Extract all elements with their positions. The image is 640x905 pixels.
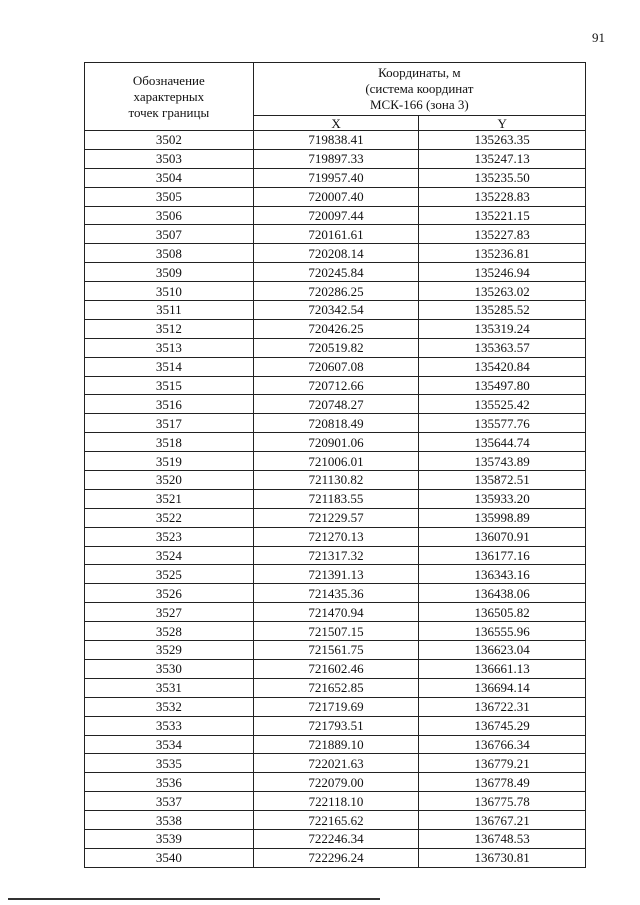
y-coordinate-cell: 135998.89 <box>419 508 586 527</box>
point-cell: 3525 <box>85 565 254 584</box>
table-row <box>85 678 586 697</box>
point-cell: 3514 <box>85 357 254 376</box>
point-cell: 3539 <box>85 829 254 848</box>
table-row <box>85 829 586 848</box>
x-coordinate-cell: 720007.40 <box>253 187 419 206</box>
point-cell: 3506 <box>85 206 254 225</box>
point-cell: 3511 <box>85 301 254 320</box>
point-cell: 3536 <box>85 773 254 792</box>
x-coordinate-cell: 721270.13 <box>253 527 419 546</box>
table-row <box>85 395 586 414</box>
x-coordinate-cell: 722079.00 <box>253 773 419 792</box>
point-cell: 3515 <box>85 376 254 395</box>
point-cell: 3522 <box>85 508 254 527</box>
x-coordinate-cell: 721470.94 <box>253 603 419 622</box>
y-coordinate-cell: 135227.83 <box>419 225 586 244</box>
x-coordinate-cell: 721006.01 <box>253 452 419 471</box>
y-coordinate-cell: 136766.34 <box>419 735 586 754</box>
point-cell: 3531 <box>85 678 254 697</box>
point-cell: 3517 <box>85 414 254 433</box>
x-coordinate-cell: 722021.63 <box>253 754 419 773</box>
point-cell: 3538 <box>85 811 254 830</box>
y-coordinate-cell: 135933.20 <box>419 489 586 508</box>
table-row <box>85 187 586 206</box>
table-row <box>85 622 586 641</box>
table-row <box>85 508 586 527</box>
point-cell: 3509 <box>85 263 254 282</box>
x-coordinate-cell: 720097.44 <box>253 206 419 225</box>
point-cell: 3516 <box>85 395 254 414</box>
table-row <box>85 773 586 792</box>
x-coordinate-cell: 720286.25 <box>253 282 419 301</box>
x-coordinate-cell: 721652.85 <box>253 678 419 697</box>
x-coordinate-cell: 721183.55 <box>253 489 419 508</box>
header-x: X <box>253 116 419 131</box>
y-coordinate-cell: 135228.83 <box>419 187 586 206</box>
y-coordinate-cell: 135246.94 <box>419 263 586 282</box>
y-coordinate-cell: 135577.76 <box>419 414 586 433</box>
y-coordinate-cell: 136623.04 <box>419 641 586 660</box>
x-coordinate-cell: 721229.57 <box>253 508 419 527</box>
point-cell: 3537 <box>85 792 254 811</box>
y-coordinate-cell: 135221.15 <box>419 206 586 225</box>
x-coordinate-cell: 721317.32 <box>253 546 419 565</box>
table-row <box>85 584 586 603</box>
y-coordinate-cell: 135285.52 <box>419 301 586 320</box>
table-row <box>85 716 586 735</box>
table-row <box>85 452 586 471</box>
x-coordinate-cell: 722246.34 <box>253 829 419 848</box>
y-coordinate-cell: 136661.13 <box>419 659 586 678</box>
x-coordinate-cell: 721507.15 <box>253 622 419 641</box>
y-coordinate-cell: 135263.35 <box>419 131 586 150</box>
x-coordinate-cell: 720748.27 <box>253 395 419 414</box>
x-coordinate-cell: 720607.08 <box>253 357 419 376</box>
y-coordinate-cell: 135363.57 <box>419 338 586 357</box>
table-row <box>85 754 586 773</box>
y-coordinate-cell: 136694.14 <box>419 678 586 697</box>
y-coordinate-cell: 136070.91 <box>419 527 586 546</box>
x-coordinate-cell: 721602.46 <box>253 659 419 678</box>
table-row <box>85 319 586 338</box>
x-coordinate-cell: 721391.13 <box>253 565 419 584</box>
table-row <box>85 131 586 150</box>
table-row <box>85 527 586 546</box>
point-cell: 3512 <box>85 319 254 338</box>
table-body <box>85 131 586 868</box>
point-cell: 3523 <box>85 527 254 546</box>
point-cell: 3540 <box>85 848 254 867</box>
point-cell: 3528 <box>85 622 254 641</box>
x-coordinate-cell: 720342.54 <box>253 301 419 320</box>
y-coordinate-cell: 136779.21 <box>419 754 586 773</box>
x-coordinate-cell: 720426.25 <box>253 319 419 338</box>
x-coordinate-cell: 721130.82 <box>253 471 419 490</box>
point-cell: 3510 <box>85 282 254 301</box>
table-row <box>85 376 586 395</box>
header-y: Y <box>419 116 586 131</box>
y-coordinate-cell: 135497.80 <box>419 376 586 395</box>
point-cell: 3513 <box>85 338 254 357</box>
x-coordinate-cell: 721561.75 <box>253 641 419 660</box>
x-coordinate-cell: 720901.06 <box>253 433 419 452</box>
point-cell: 3526 <box>85 584 254 603</box>
point-cell: 3520 <box>85 471 254 490</box>
y-coordinate-cell: 136555.96 <box>419 622 586 641</box>
y-coordinate-cell: 135420.84 <box>419 357 586 376</box>
x-coordinate-cell: 722296.24 <box>253 848 419 867</box>
x-coordinate-cell: 722118.10 <box>253 792 419 811</box>
y-coordinate-cell: 136767.21 <box>419 811 586 830</box>
table-row <box>85 168 586 187</box>
y-coordinate-cell: 136730.81 <box>419 848 586 867</box>
y-coordinate-cell: 135872.51 <box>419 471 586 490</box>
x-coordinate-cell: 720245.84 <box>253 263 419 282</box>
x-coordinate-cell: 721793.51 <box>253 716 419 735</box>
y-coordinate-cell: 136775.78 <box>419 792 586 811</box>
table-row <box>85 357 586 376</box>
y-coordinate-cell: 136778.49 <box>419 773 586 792</box>
page-number: 91 <box>592 30 605 45</box>
point-cell: 3529 <box>85 641 254 660</box>
table-row <box>85 244 586 263</box>
footer-rule <box>8 898 380 900</box>
table-row <box>85 225 586 244</box>
y-coordinate-cell: 135644.74 <box>419 433 586 452</box>
y-coordinate-cell: 135247.13 <box>419 149 586 168</box>
x-coordinate-cell: 722165.62 <box>253 811 419 830</box>
x-coordinate-cell: 720208.14 <box>253 244 419 263</box>
table-row <box>85 301 586 320</box>
point-cell: 3530 <box>85 659 254 678</box>
point-cell: 3505 <box>85 187 254 206</box>
table-row <box>85 697 586 716</box>
table-row <box>85 641 586 660</box>
table-row <box>85 659 586 678</box>
table-row <box>85 848 586 867</box>
table-row <box>85 489 586 508</box>
point-cell: 3502 <box>85 131 254 150</box>
x-coordinate-cell: 720161.61 <box>253 225 419 244</box>
point-cell: 3518 <box>85 433 254 452</box>
point-cell: 3503 <box>85 149 254 168</box>
y-coordinate-cell: 136343.16 <box>419 565 586 584</box>
table-row <box>85 433 586 452</box>
table-row <box>85 414 586 433</box>
coordinates-table <box>84 62 586 868</box>
table-row <box>85 546 586 565</box>
x-coordinate-cell: 719957.40 <box>253 168 419 187</box>
y-coordinate-cell: 136748.53 <box>419 829 586 848</box>
table-row <box>85 338 586 357</box>
y-coordinate-cell: 135743.89 <box>419 452 586 471</box>
table-row <box>85 735 586 754</box>
point-cell: 3521 <box>85 489 254 508</box>
point-cell: 3534 <box>85 735 254 754</box>
x-coordinate-cell: 719897.33 <box>253 149 419 168</box>
header-coordinates: Координаты, м (система координат МСК-166 (зона 3) <box>253 63 585 116</box>
y-coordinate-cell: 136177.16 <box>419 546 586 565</box>
point-cell: 3527 <box>85 603 254 622</box>
y-coordinate-cell: 135319.24 <box>419 319 586 338</box>
point-cell: 3532 <box>85 697 254 716</box>
y-coordinate-cell: 135263.02 <box>419 282 586 301</box>
x-coordinate-cell: 720519.82 <box>253 338 419 357</box>
x-coordinate-cell: 721889.10 <box>253 735 419 754</box>
y-coordinate-cell: 135236.81 <box>419 244 586 263</box>
point-cell: 3507 <box>85 225 254 244</box>
point-cell: 3508 <box>85 244 254 263</box>
y-coordinate-cell: 135525.42 <box>419 395 586 414</box>
x-coordinate-cell: 719838.41 <box>253 131 419 150</box>
table-row <box>85 603 586 622</box>
point-cell: 3533 <box>85 716 254 735</box>
y-coordinate-cell: 136745.29 <box>419 716 586 735</box>
point-cell: 3504 <box>85 168 254 187</box>
point-cell: 3535 <box>85 754 254 773</box>
header-point-designation: Обозначение характерных точек границы <box>85 63 254 131</box>
y-coordinate-cell: 136722.31 <box>419 697 586 716</box>
y-coordinate-cell: 136505.82 <box>419 603 586 622</box>
point-cell: 3519 <box>85 452 254 471</box>
table-row <box>85 565 586 584</box>
y-coordinate-cell: 135235.50 <box>419 168 586 187</box>
x-coordinate-cell: 721435.36 <box>253 584 419 603</box>
y-coordinate-cell: 136438.06 <box>419 584 586 603</box>
x-coordinate-cell: 720818.49 <box>253 414 419 433</box>
table-row <box>85 282 586 301</box>
point-cell: 3524 <box>85 546 254 565</box>
table-row <box>85 471 586 490</box>
table-row <box>85 792 586 811</box>
table-row <box>85 811 586 830</box>
table-row <box>85 149 586 168</box>
x-coordinate-cell: 721719.69 <box>253 697 419 716</box>
table-row <box>85 263 586 282</box>
table-row <box>85 206 586 225</box>
x-coordinate-cell: 720712.66 <box>253 376 419 395</box>
